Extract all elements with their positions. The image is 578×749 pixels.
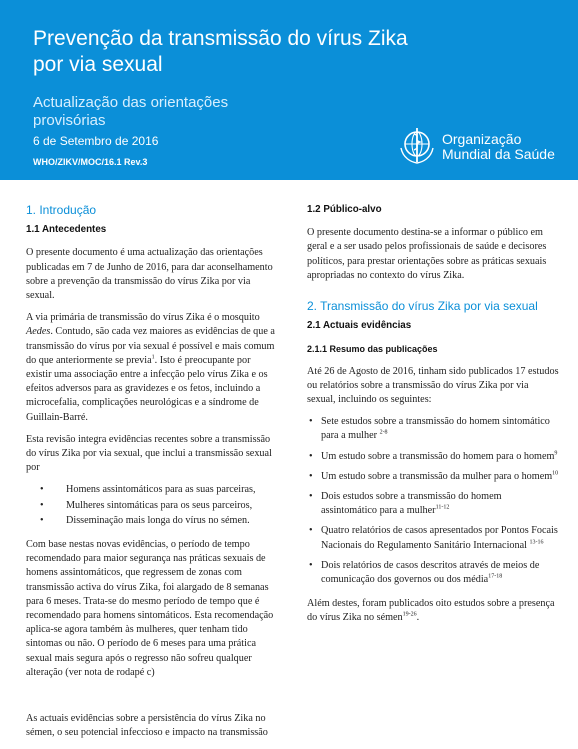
bullet-list (26, 483, 276, 528)
list-item: • Disseminação mais longa do vírus no sémen. (26, 514, 276, 528)
list-item: • Sete estudos sobre a transmissão do homem sintomático para a mulher $^{2-8}$ (307, 415, 559, 443)
paragraph: A via primária de transmissão do vírus Zika é o mosquito Aedes. Contudo, são cada vez maiores as evidências de que a transmissão do vírus por via sexual é possível e mais comum do que anteriormente se previa$^1$. Isto é preocupante por existir uma associação entre a infecção pelo vírus Zika e os efeitos adversos para as gravidezes e os fetos, incluindo a microcefalia, complicações neurológicas e a síndrome de Guillain-Barré. (26, 312, 275, 423)
paragraph: Esta revisão integra evidências recentes sobre a transmissão do vírus Zika por via sexual, que inclui a transmissão sexual por (26, 433, 272, 474)
document-title: Prevenção da transmissão do vírus Zika por via sexual (33, 27, 408, 76)
document-date: 6 de Setembro de 2016 (33, 134, 159, 148)
paragraph: Até 26 de Agosto de 2016, tinham sido publicados 17 estudos ou relatórios sobre a transmissão do vírus Zika por via sexual, incluindo os seguintes: (307, 365, 559, 406)
who-emblem-icon (397, 126, 437, 166)
paragraph: As actuais evidências sobre a persistência do vírus Zika no sémen, o seu potencial infeccioso e impacto na transmissão (26, 713, 268, 739)
paragraph: Além destes, foram publicados oito estudos sobre a presença do vírus Zika no sémen$^{19-26}$. (307, 598, 555, 624)
list-item: • Quatro relatórios de casos apresentados por Pontos Focais Nacionais do Regulamento Sanitário Internacional $^{13-16}$ (307, 524, 559, 552)
list-item: • Mulheres sintomáticas para os seus parceiros, (26, 499, 276, 513)
right-column (307, 196, 559, 634)
paragraph: Com base nestas novas evidências, o período de tempo recomendado para maior segurança nas práticas sexuais de homens assintomáticos, que regressem de zonas com transmissão activa do vírus Zika, foi alargado de 8 semanas para 6 meses. Trata-se do mesmo período de tempo que é recomendado para homens sintomáticos. Esta recomendação aplica-se agora também às mulheres, quer tenham tido sintomas ou não. O período de 6 meses para uma prática sexual mais segura após o regresso não sofreu qualquer alteração (ver nota de rodapé c) (26, 539, 274, 678)
bullet-list (307, 415, 559, 587)
section-1-2-title: 1.2 Público-alvo (307, 204, 382, 215)
section-1-1-title: 1.1 Antecedentes (26, 224, 107, 236)
section-2-1-1-title: 2.1.1 Resumo das publicações (307, 344, 438, 355)
list-item: • Um estudo sobre a transmissão do homem para o homem$^9$ (307, 450, 559, 464)
document-code: WHO/ZIKV/MOC/16.1 Rev.3 (33, 157, 148, 167)
section-2-1-title: 2.1 Actuais evidências (307, 320, 412, 332)
document-subtitle: Actualização das orientações provisórias (33, 94, 229, 129)
section-1-title: 1. Introdução (26, 203, 97, 217)
list-item: • Dois relatórios de casos descritos através de meios de comunicação dos governos ou dos média$^{17-18}$ (307, 559, 559, 587)
list-item: • Homens assintomáticos para as suas parceiras, (26, 483, 276, 497)
section-2-title: 2. Transmissão do vírus Zika por via sexual (307, 299, 538, 314)
list-item: • Um estudo sobre a transmissão da mulher para o homem$^{10}$ (307, 470, 559, 484)
who-name: Organização Mundial da Saúde (442, 131, 555, 162)
document-header (0, 0, 578, 180)
paragraph: O presente documento é uma actualização das orientações publicadas em 7 de Junho de 2016, para dar aconselhamento sobre a prevenção da transmissão do vírus Zika por via sexual. (26, 247, 273, 302)
paragraph: O presente documento destina-se a informar o público em geral e a ser usado pelos profissionais de saúde e decisores políticos, para prestar orientações sobre as práticas sexuais apropriadas no contexto do vírus Zika. (307, 227, 547, 281)
list-item: • Dois estudos sobre a transmissão do homem assintomático para a mulher$^{11-12}$ (307, 490, 559, 518)
left-column (26, 196, 276, 749)
